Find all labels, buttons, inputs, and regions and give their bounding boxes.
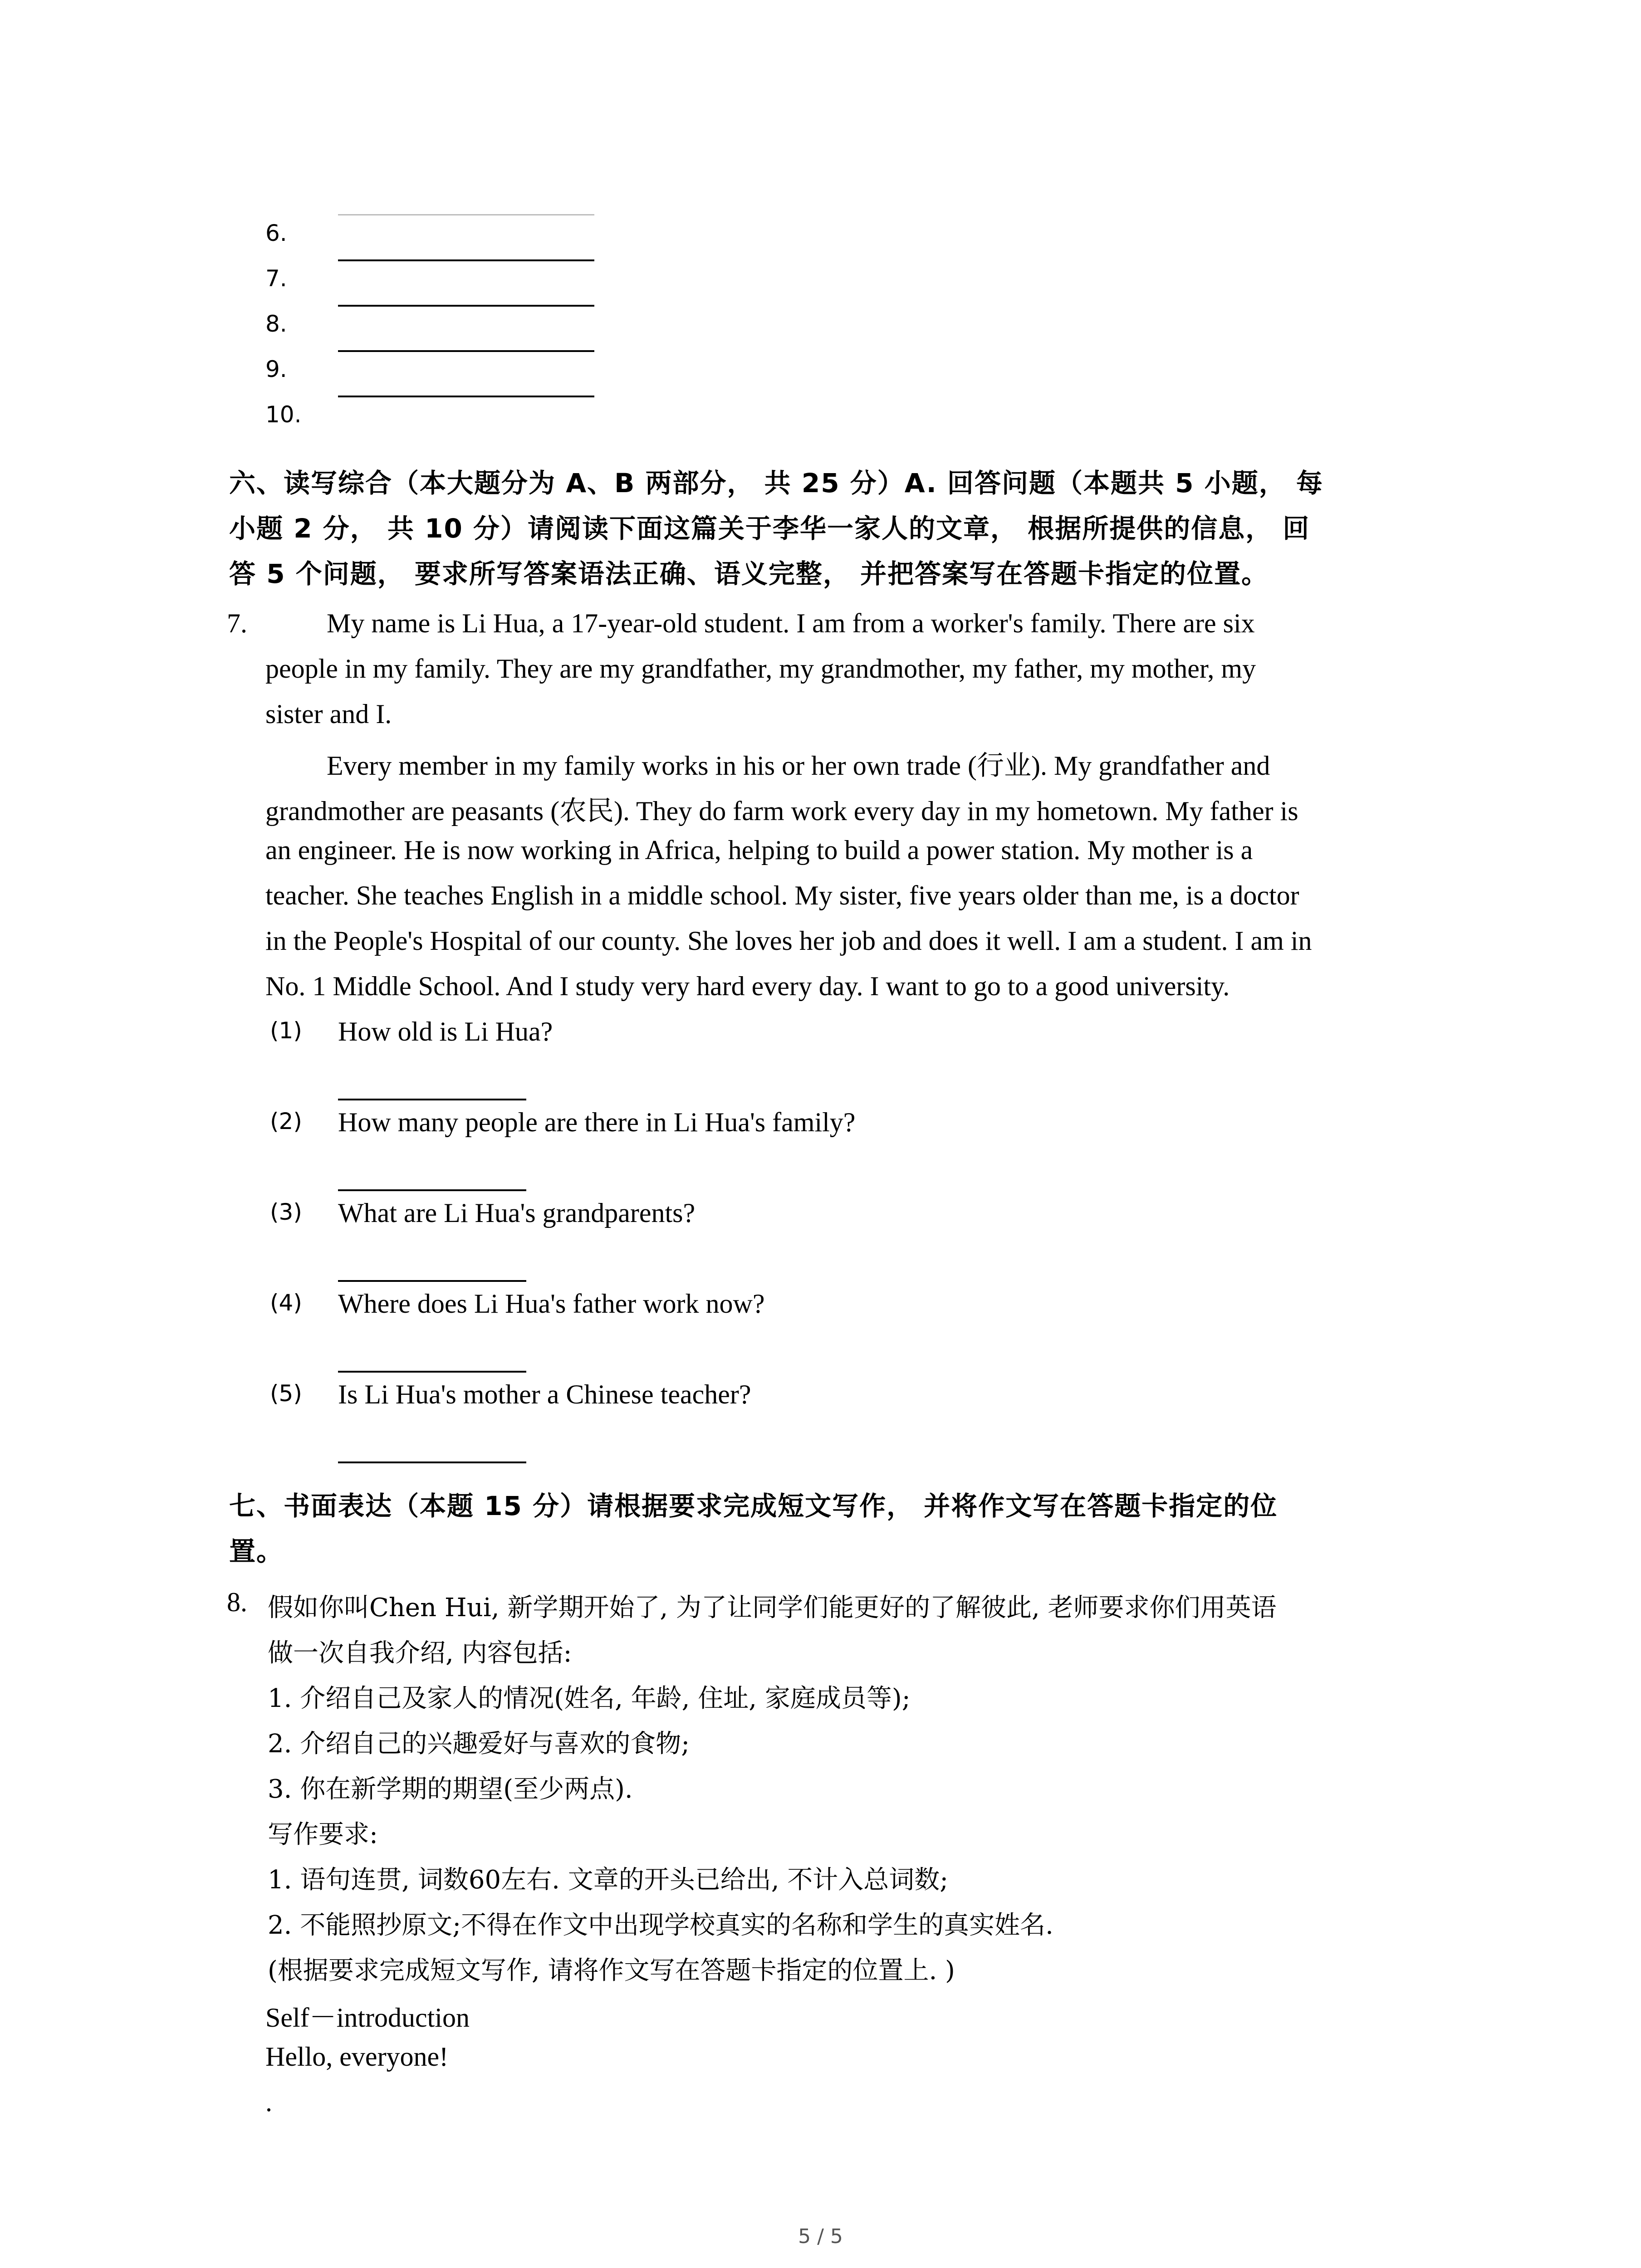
sub-question-number: (3) bbox=[270, 1199, 302, 1225]
passage-line: teacher. She teaches English in a middle school. My sister, five years older than me, is a doctor bbox=[265, 880, 1299, 910]
sub-question-text: How many people are there in Li Hua's family? bbox=[338, 1107, 856, 1137]
sub-question-text: Where does Li Hua's father work now? bbox=[338, 1289, 765, 1319]
sub-question-text: What are Li Hua's grandparents? bbox=[338, 1198, 696, 1228]
blank-number-10: 10. bbox=[265, 401, 302, 428]
passage-line: Every member in my family works in his or her own trade (行业). My grandfather and bbox=[327, 751, 1270, 781]
heading-line: 置。 bbox=[229, 1536, 284, 1567]
writing-prompt-line: 3. 你在新学期的期望(至少两点). bbox=[268, 1774, 633, 1804]
heading-line: 七、书面表达（本题 15 分）请根据要求完成短文写作， 并将作文写在答题卡指定的位 bbox=[229, 1491, 1278, 1521]
essay-end-mark: . bbox=[265, 2087, 272, 2117]
heading-line: 六、读写综合（本大题分为 A、B 两部分， 共 25 分）A. 回答问题（本题共 5 小题， 每 bbox=[229, 468, 1323, 499]
answer-blank-line-9 bbox=[338, 350, 594, 352]
page-number: 5 / 5 bbox=[798, 2225, 843, 2248]
passage-line: in the People's Hospital of our county. She loves her job and does it well. I am a student. I am in bbox=[265, 926, 1312, 956]
section-7-heading bbox=[229, 1483, 1450, 1574]
heading-line: 答 5 个问题， 要求所写答案语法正确、语义完整， 并把答案写在答题卡指定的位置。 bbox=[229, 558, 1269, 589]
essay-opening: Hello, everyone! bbox=[265, 2042, 449, 2072]
writing-prompt-line: (根据要求完成短文写作, 请将作文写在答题卡指定的位置上. ) bbox=[268, 1956, 955, 1985]
sub-question-number: (1) bbox=[270, 1017, 302, 1044]
sub-question-text: How old is Li Hua? bbox=[338, 1017, 553, 1046]
passage-line: an engineer. He is now working in Africa, helping to build a power station. My mother is a bbox=[265, 835, 1253, 865]
sub-question-number: (2) bbox=[270, 1108, 302, 1134]
essay-title: Self－introduction bbox=[265, 2003, 470, 2033]
section-6-heading bbox=[229, 460, 1450, 596]
blank-number-6: 6. bbox=[265, 220, 287, 246]
answer-blank-line-8 bbox=[338, 305, 594, 307]
blank-number-8: 8. bbox=[265, 311, 287, 337]
writing-prompt-line: 2. 不能照抄原文;不得在作文中出现学校真实的名称和学生的真实姓名. bbox=[268, 1911, 1053, 1940]
answer-line bbox=[338, 1099, 526, 1100]
answer-line bbox=[338, 1371, 526, 1373]
sub-question-number: (5) bbox=[270, 1380, 302, 1407]
blank-number-7: 7. bbox=[265, 265, 287, 292]
sub-question-text: Is Li Hua's mother a Chinese teacher? bbox=[338, 1379, 751, 1409]
answer-line bbox=[338, 1189, 526, 1191]
question-7-number: 7. bbox=[227, 608, 247, 638]
sub-question-number: (4) bbox=[270, 1290, 302, 1316]
writing-prompt-line: 2. 介绍自己的兴趣爱好与喜欢的食物; bbox=[268, 1729, 690, 1759]
answer-blank-line-10 bbox=[338, 396, 594, 397]
answer-line bbox=[338, 1461, 526, 1463]
heading-line: 小题 2 分， 共 10 分）请阅读下面这篇关于李华一家人的文章， 根据所提供的信息， 回 bbox=[229, 513, 1310, 544]
writing-prompt-line: 1. 介绍自己及家人的情况(姓名, 年龄, 住址, 家庭成员等); bbox=[268, 1684, 911, 1713]
answer-line bbox=[338, 1280, 526, 1282]
passage-line: sister and I. bbox=[265, 699, 392, 729]
writing-prompt-line: 做一次自我介绍, 内容包括: bbox=[268, 1638, 572, 1668]
passage-line: grandmother are peasants (农民). They do farm work every day in my hometown. My father is bbox=[265, 796, 1298, 826]
writing-prompt-line: 1. 语句连贯, 词数60左右. 文章的开头已给出, 不计入总词数; bbox=[268, 1865, 949, 1895]
writing-prompt-line: 假如你叫Chen Hui, 新学期开始了, 为了让同学们能更好的了解彼此, 老师要求你们用英语 bbox=[268, 1593, 1277, 1623]
answer-blank-line-7 bbox=[338, 259, 594, 261]
passage-line: people in my family. They are my grandfather, my grandmother, my father, my mother, my bbox=[265, 654, 1256, 684]
passage-line: My name is Li Hua, a 17-year-old student. I am from a worker's family. There are six bbox=[327, 608, 1255, 638]
passage-line: No. 1 Middle School. And I study very hard every day. I want to go to a good university. bbox=[265, 971, 1230, 1001]
writing-prompt-line: 写作要求: bbox=[268, 1820, 378, 1849]
answer-blank-line-6 bbox=[338, 214, 594, 215]
question-8-number: 8. bbox=[227, 1587, 247, 1617]
blank-number-9: 9. bbox=[265, 356, 287, 382]
